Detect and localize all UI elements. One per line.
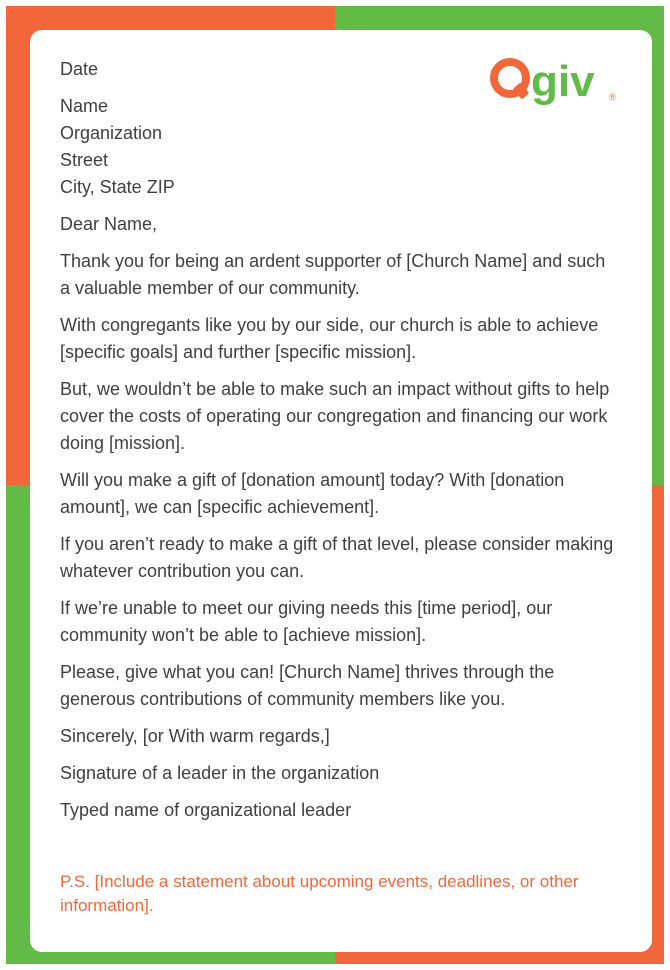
- body-paragraph: But, we wouldn’t be able to make such an impact without gifts to help cover the costs of operating our congregation and financing our work doing [mission].: [60, 379, 610, 453]
- signature-line: Signature of a leader in the organization: [60, 763, 380, 783]
- registered-mark: ®: [609, 92, 616, 102]
- body-paragraph: If we’re unable to meet our giving needs this [time period], our community won’t be able to [achieve mission].: [60, 598, 553, 645]
- body-paragraph: Thank you for being an ardent supporter of [Church Name] and such a valuable member of our community.: [60, 251, 606, 298]
- body-paragraph: Will you make a gift of [donation amount] today? With [donation amount], we can [specific achievement].: [60, 470, 565, 517]
- body-paragraph: With congregants like you by our side, our church is able to achieve [specific goals] and further [specific mission].: [60, 315, 599, 362]
- address-street: Street: [60, 150, 109, 170]
- address-name: Name: [60, 96, 109, 116]
- postscript: P.S. [Include a statement about upcoming events, deadlines, or other information].: [60, 872, 579, 915]
- body-paragraph: Please, give what you can! [Church Name] thrives through the generous contributions of community members like you.: [60, 662, 555, 709]
- closing: Sincerely, [or With warm regards,]: [60, 726, 330, 746]
- letter-body: [60, 56, 620, 834]
- body-paragraph: If you aren’t ready to make a gift of that level, please consider making whatever contribution you can.: [60, 534, 614, 581]
- qgiv-logo-wordmark: giv: [531, 57, 595, 106]
- address-organization: Organization: [60, 123, 163, 143]
- address-city: City, State ZIP: [60, 177, 175, 197]
- salutation: Dear Name,: [60, 214, 158, 234]
- address-block: [60, 93, 620, 201]
- date-line: Date: [60, 59, 99, 79]
- typed-name-line: Typed name of organizational leader: [60, 800, 352, 820]
